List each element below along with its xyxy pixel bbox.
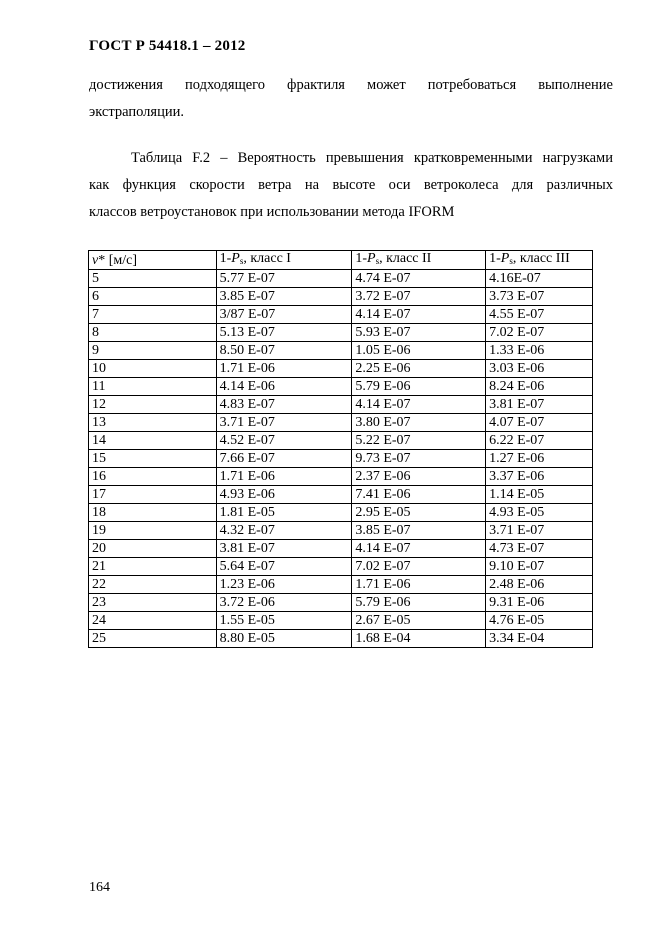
table-row	[89, 504, 593, 522]
cell-wind-speed: 19	[89, 522, 217, 540]
cell-wind-speed: 11	[89, 378, 217, 396]
cell-class-2: 2.25 E-06	[352, 360, 486, 378]
cell-wind-speed: 23	[89, 594, 217, 612]
cell-class-3: 3.73 E-07	[486, 288, 593, 306]
cell-class-1: 1.71 E-06	[216, 360, 352, 378]
cell-class-1: 4.93 E-06	[216, 486, 352, 504]
cell-class-1: 3/87 E-07	[216, 306, 352, 324]
cell-class-3: 4.07 E-07	[486, 414, 593, 432]
table-row	[89, 378, 593, 396]
cell-class-2: 3.85 E-07	[352, 522, 486, 540]
probability-table	[88, 250, 593, 648]
cell-class-2: 5.93 E-07	[352, 324, 486, 342]
cell-class-1: 5.13 E-07	[216, 324, 352, 342]
cell-class-2: 1.68 E-04	[352, 630, 486, 648]
cell-class-2: 3.72 E-07	[352, 288, 486, 306]
cell-class-3: 9.10 E-07	[486, 558, 593, 576]
cell-class-2: 1.71 E-06	[352, 576, 486, 594]
table-row	[89, 594, 593, 612]
cell-wind-speed: 20	[89, 540, 217, 558]
table-body	[89, 270, 593, 648]
table-row	[89, 288, 593, 306]
cell-class-3: 1.27 E-06	[486, 450, 593, 468]
cell-class-1: 1.71 E-06	[216, 468, 352, 486]
cell-class-1: 3.71 E-07	[216, 414, 352, 432]
table-row	[89, 630, 593, 648]
cell-class-3: 8.24 E-06	[486, 378, 593, 396]
cell-class-2: 4.14 E-07	[352, 306, 486, 324]
cell-class-1: 8.50 E-07	[216, 342, 352, 360]
cell-class-3: 3.71 E-07	[486, 522, 593, 540]
cell-class-2: 3.80 E-07	[352, 414, 486, 432]
cell-wind-speed: 15	[89, 450, 217, 468]
wind-speed-symbol: v	[92, 252, 99, 268]
cell-wind-speed: 22	[89, 576, 217, 594]
cell-class-1: 7.66 E-07	[216, 450, 352, 468]
cell-class-1: 8.80 E-05	[216, 630, 352, 648]
cell-class-3: 4.93 E-05	[486, 504, 593, 522]
cell-class-2: 5.79 E-06	[352, 594, 486, 612]
cell-class-2: 2.95 E-05	[352, 504, 486, 522]
cell-class-3: 4.73 E-07	[486, 540, 593, 558]
cell-class-1: 5.77 E-07	[216, 270, 352, 288]
cell-class-2: 7.02 E-07	[352, 558, 486, 576]
table-row	[89, 396, 593, 414]
cell-wind-speed: 21	[89, 558, 217, 576]
cell-wind-speed: 5	[89, 270, 217, 288]
cell-wind-speed: 17	[89, 486, 217, 504]
cell-wind-speed: 24	[89, 612, 217, 630]
cell-wind-speed: 18	[89, 504, 217, 522]
cell-class-1: 4.52 E-07	[216, 432, 352, 450]
cell-class-3: 4.16E-07	[486, 270, 593, 288]
cell-wind-speed: 25	[89, 630, 217, 648]
cell-class-3: 1.33 E-06	[486, 342, 593, 360]
table-row	[89, 360, 593, 378]
cell-wind-speed: 13	[89, 414, 217, 432]
table-row	[89, 324, 593, 342]
header-class-2: $1-P_s$, класс II	[352, 251, 486, 270]
table-row	[89, 270, 593, 288]
cell-class-2: 7.41 E-06	[352, 486, 486, 504]
table-row	[89, 576, 593, 594]
cell-class-1: 3.72 E-06	[216, 594, 352, 612]
cell-wind-speed: 10	[89, 360, 217, 378]
table-row	[89, 540, 593, 558]
table-caption	[89, 145, 613, 226]
cell-class-1: 5.64 E-07	[216, 558, 352, 576]
cell-class-3: 2.48 E-06	[486, 576, 593, 594]
table-row	[89, 342, 593, 360]
caption-line: классов ветроустановок при использовании метода IFORM	[89, 204, 455, 220]
cell-class-1: 3.85 E-07	[216, 288, 352, 306]
table-row	[89, 558, 593, 576]
table-header-row	[89, 251, 593, 270]
cell-class-3: 3.03 E-06	[486, 360, 593, 378]
caption-line: как функция скорости ветра на высоте оси ветроколеса для различных	[89, 177, 613, 193]
table-row	[89, 450, 593, 468]
cell-class-2: 1.05 E-06	[352, 342, 486, 360]
cell-wind-speed: 12	[89, 396, 217, 414]
document-header: ГОСТ Р 54418.1 – 2012	[89, 38, 246, 54]
cell-class-3: 3.37 E-06	[486, 468, 593, 486]
cell-class-2: 5.22 E-07	[352, 432, 486, 450]
cell-class-1: 1.55 E-05	[216, 612, 352, 630]
cell-class-3: 6.22 E-07	[486, 432, 593, 450]
header-wind-speed	[89, 251, 217, 270]
cell-class-1: 3.81 E-07	[216, 540, 352, 558]
cell-class-3: 9.31 E-06	[486, 594, 593, 612]
header-class-1: $1-P_s$, класс I	[216, 251, 352, 270]
cell-class-1: 4.14 E-06	[216, 378, 352, 396]
cell-class-1: 1.23 E-06	[216, 576, 352, 594]
cell-class-1: 1.81 E-05	[216, 504, 352, 522]
cell-class-2: 4.74 E-07	[352, 270, 486, 288]
cell-wind-speed: 9	[89, 342, 217, 360]
cell-class-3: 4.76 E-05	[486, 612, 593, 630]
paragraph-line: достижения подходящего фрактиля может потребоваться выполнение	[89, 77, 613, 93]
cell-class-2: 2.37 E-06	[352, 468, 486, 486]
cell-class-3: 3.81 E-07	[486, 396, 593, 414]
cell-class-1: 4.32 E-07	[216, 522, 352, 540]
table-row	[89, 306, 593, 324]
cell-class-2: 9.73 E-07	[352, 450, 486, 468]
header-class-3: $1-P_s$, класс III	[486, 251, 593, 270]
cell-class-3: 1.14 E-05	[486, 486, 593, 504]
table-row	[89, 414, 593, 432]
cell-class-3: 4.55 E-07	[486, 306, 593, 324]
paragraph-line: экстраполяции.	[89, 104, 184, 120]
cell-wind-speed: 7	[89, 306, 217, 324]
table-row	[89, 612, 593, 630]
cell-wind-speed: 14	[89, 432, 217, 450]
cell-class-3: 3.34 E-04	[486, 630, 593, 648]
paragraph-continuation	[89, 72, 613, 126]
table-row	[89, 432, 593, 450]
cell-class-1: 4.83 E-07	[216, 396, 352, 414]
cell-wind-speed: 6	[89, 288, 217, 306]
page-number: 164	[89, 880, 110, 895]
cell-class-2: 2.67 E-05	[352, 612, 486, 630]
table-row	[89, 522, 593, 540]
caption-line: Таблица F.2 – Вероятность превышения кратковременными нагрузками	[131, 150, 613, 166]
cell-wind-speed: 16	[89, 468, 217, 486]
cell-class-2: 4.14 E-07	[352, 396, 486, 414]
cell-wind-speed: 8	[89, 324, 217, 342]
cell-class-2: 5.79 E-06	[352, 378, 486, 396]
cell-class-2: 4.14 E-07	[352, 540, 486, 558]
table-row	[89, 468, 593, 486]
cell-class-3: 7.02 E-07	[486, 324, 593, 342]
wind-speed-unit: * [м/с]	[98, 252, 138, 268]
table-row	[89, 486, 593, 504]
